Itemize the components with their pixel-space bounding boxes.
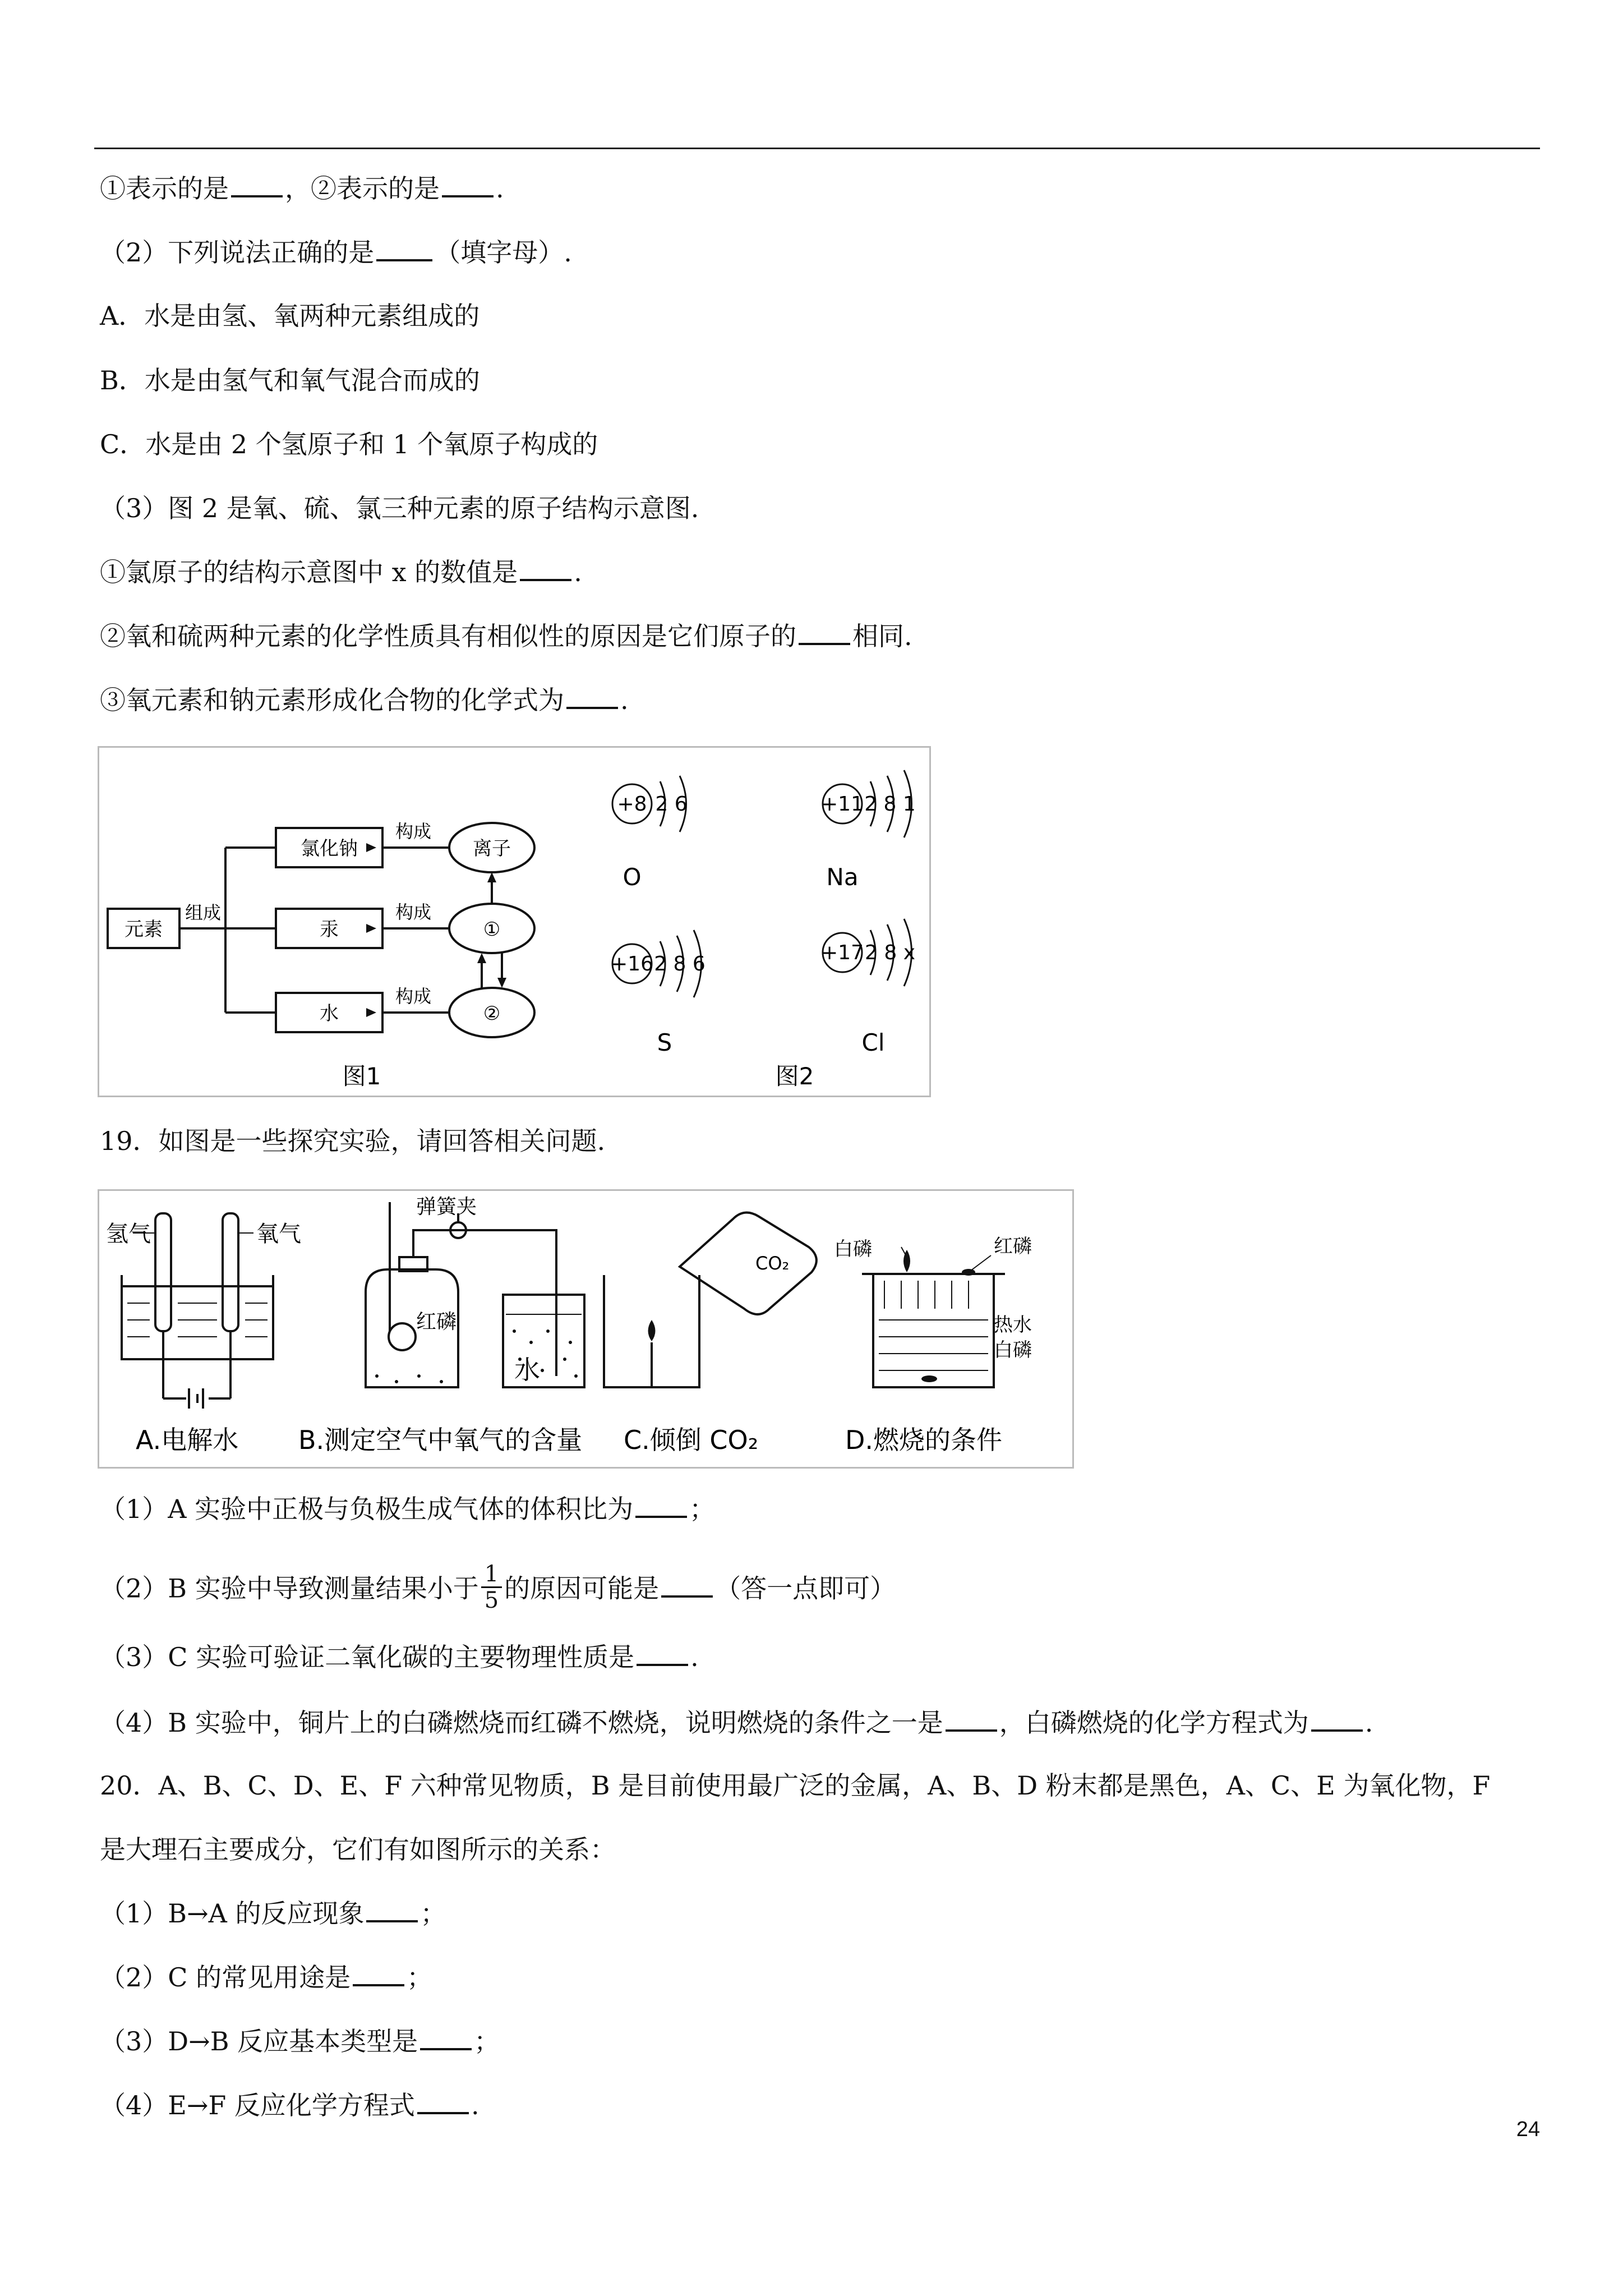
answer-blank[interactable] — [366, 1897, 418, 1922]
answer-blank[interactable] — [946, 1706, 997, 1732]
answer-blank[interactable] — [799, 619, 850, 645]
circle1-label: ① — [483, 918, 501, 941]
q20-line2: 是大理石主要成分，它们有如图所示的关系： — [100, 1834, 616, 1865]
q18-part2: （2）下列说法正确的是 （填字母）. — [100, 236, 572, 269]
s-shells: 2 8 6 — [654, 953, 706, 976]
q19-title: 19．如图是一些探究实验，请回答相关问题. — [100, 1126, 606, 1156]
option-b: B．水是由氢气和氧气混合而成的 — [100, 365, 480, 395]
answer-blank[interactable] — [637, 1640, 688, 1666]
o-symbol: O — [623, 863, 642, 891]
caption-b: B.测定空气中氧气的含量 — [298, 1425, 583, 1455]
white-phosphorus-bottom-label: 白磷 — [994, 1339, 1032, 1361]
q18-part3-2: ②氧和硫两种元素的化学性质具有相似性的原因是它们原子的 相同. — [100, 619, 912, 653]
red-phosphorus-top-label: 红磷 — [994, 1235, 1032, 1258]
q19-part2: （2）B 实验中导致测量结果小于 $\frac{1}{5}$ 的原因可能是 （答一点即可） — [100, 1561, 896, 1613]
q18-part3: （3）图 2 是氧、硫、氯三种元素的原子结构示意图. — [100, 493, 699, 523]
answer-blank[interactable] — [420, 2024, 472, 2050]
option-a: A．水是由氢、氧两种元素组成的 — [100, 301, 480, 331]
circle2-label: ② — [483, 1002, 501, 1025]
figure-1-2-drawing — [99, 748, 929, 1096]
construct-label-3: 构成 — [395, 986, 432, 1007]
fig2-caption: 图2 — [775, 1062, 814, 1090]
s-nucleus: +16 — [611, 953, 653, 976]
nacl-label: 氯化钠 — [301, 838, 358, 860]
co2-label: CO₂ — [755, 1253, 790, 1274]
caption-c: C.倾倒 CO₂ — [624, 1425, 759, 1455]
fig1-caption: 图1 — [342, 1062, 381, 1090]
figure-1-2 — [98, 746, 931, 1097]
o-shells: 2 6 — [655, 793, 688, 816]
cl-nucleus: +17 — [821, 941, 864, 964]
option-c: C．水是由 2 个氢原子和 1 个氧原子构成的 — [100, 429, 598, 459]
hot-water-label: 热水 — [994, 1314, 1032, 1336]
answer-blank[interactable] — [231, 172, 283, 197]
construct-label-1: 构成 — [395, 821, 432, 842]
q19-part3: （3）C 实验可验证二氧化碳的主要物理性质是 . — [100, 1640, 699, 1674]
na-nucleus: +11 — [821, 793, 864, 816]
element-label: 元素 — [125, 918, 163, 941]
answer-blank[interactable] — [661, 1572, 713, 1598]
hydrogen-label: 氢气 — [106, 1221, 151, 1247]
figure-19 — [98, 1189, 1074, 1469]
compose-label: 组成 — [185, 902, 222, 923]
q19-part4: （4）B 实验中，铜片上的白磷燃烧而红磷不燃烧，说明燃烧的条件之一是 ，白磷燃烧的化学方程式为 . — [100, 1706, 1373, 1740]
oxygen-label: 氧气 — [256, 1221, 301, 1247]
caption-d: D.燃烧的条件 — [845, 1425, 1003, 1455]
water-label: 水 — [320, 1002, 339, 1025]
cl-symbol: Cl — [861, 1029, 885, 1056]
construct-label-2: 构成 — [395, 901, 432, 923]
page-number: 24 — [1516, 2118, 1540, 2141]
q20-part4: （4）E→F 反应化学方程式 . — [100, 2088, 479, 2122]
answer-blank[interactable] — [566, 683, 618, 709]
header-rule — [94, 148, 1540, 149]
ion-label: 离子 — [473, 838, 511, 860]
answer-blank[interactable] — [635, 1492, 687, 1518]
q18-part3-1: ①氯原子的结构示意图中 x 的数值是 . — [100, 555, 582, 589]
answer-blank[interactable] — [376, 236, 432, 261]
caption-a: A.电解水 — [136, 1425, 239, 1455]
hg-label: 汞 — [320, 918, 339, 941]
q20-line1: 20．A、B、C、D、E、F 六种常见物质，B 是目前使用最广泛的金属，A、B、D 粉末都是黑色，A、C、E 为氧化物，F — [100, 1770, 1491, 1801]
cl-shells: 2 8 x — [865, 941, 915, 964]
q20-part2: （2）C 的常见用途是 ； — [100, 1961, 432, 1994]
q20-part3: （3）D→B 反应基本类型是 ； — [100, 2024, 500, 2058]
q20-part1: （1）B→A 的反应现象 ； — [100, 1897, 446, 1930]
answer-blank[interactable] — [442, 172, 494, 197]
o-nucleus: +8 — [617, 793, 647, 816]
q18-part3-3: ③氧元素和钠元素形成化合物的化学式为 . — [100, 683, 629, 717]
q18-part1: ①表示的是 ，②表示的是 . — [100, 172, 504, 205]
white-phosphorus-top-label: 白磷 — [834, 1238, 872, 1260]
answer-blank[interactable] — [520, 555, 571, 581]
fraction-one-fifth: $\frac{1}{5}$ — [481, 1562, 502, 1613]
na-symbol: Na — [826, 863, 859, 891]
figure-19-drawing — [99, 1191, 1072, 1467]
q19-part1: （1）A 实验中正极与负极生成气体的体积比为 ； — [100, 1492, 715, 1526]
answer-blank[interactable] — [1311, 1706, 1363, 1732]
s-symbol: S — [657, 1029, 672, 1056]
answer-blank[interactable] — [417, 2088, 469, 2114]
answer-blank[interactable] — [353, 1961, 404, 1986]
clamp-label: 弹簧夹 — [416, 1195, 477, 1218]
red-phosphorus-label: 红磷 — [416, 1310, 457, 1333]
na-shells: 2 8 1 — [864, 793, 916, 816]
water-label-b: 水 — [514, 1355, 540, 1385]
